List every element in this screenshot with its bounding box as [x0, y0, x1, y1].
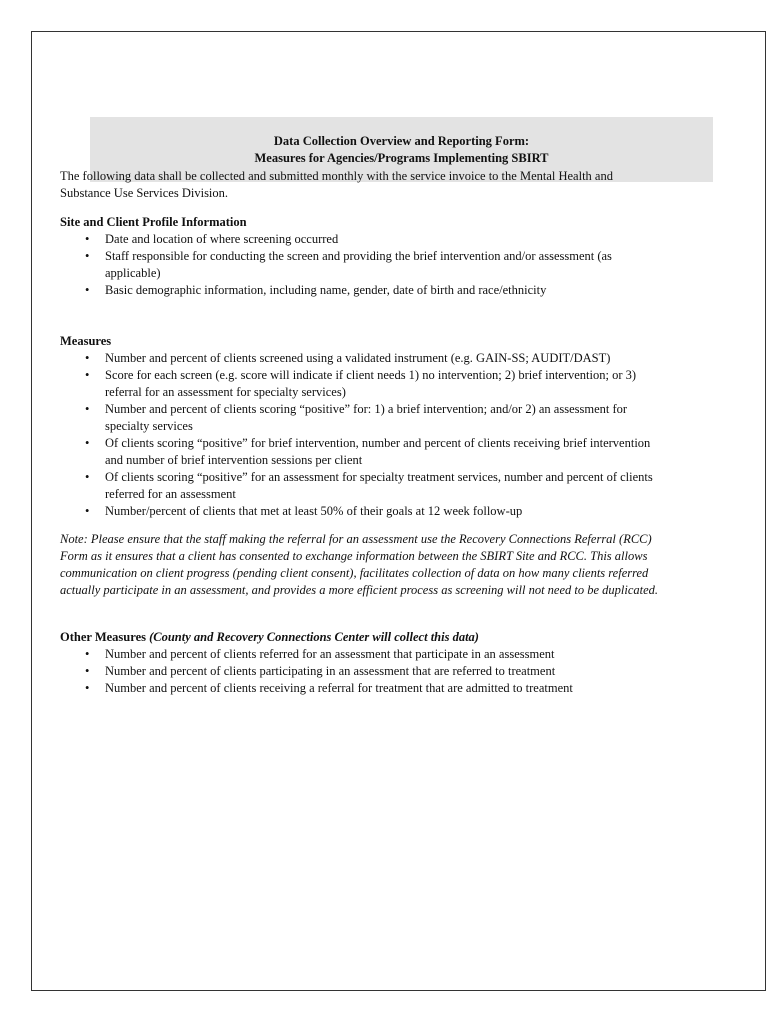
list-item: • Score for each screen (e.g. score will indicate if client needs 1) no intervention; 2) brief intervention; or 3) referral for an assessment for specialty services) [105, 367, 660, 401]
document-body [60, 168, 660, 697]
other-measures-subtitle: (County and Recovery Connections Center will collect this data) [149, 630, 479, 644]
measures-section [60, 333, 660, 520]
other-measures-list [60, 646, 660, 697]
site-client-section [60, 214, 660, 299]
site-client-list [60, 231, 660, 299]
title-line-1: Data Collection Overview and Reporting Form: [273, 133, 530, 148]
site-client-heading: Site and Client Profile Information [60, 215, 247, 229]
other-measures-heading [60, 629, 660, 646]
list-item: • Number and percent of clients referred for an assessment that participate in an assessment [105, 646, 660, 663]
title-line-2: Measures for Agencies/Programs Implementing SBIRT [254, 150, 549, 165]
list-item: • Basic demographic information, including name, gender, date of birth and race/ethnicity [105, 282, 660, 299]
list-item: • Number and percent of clients receiving a referral for treatment that are admitted to treatment [105, 680, 660, 697]
list-item: • Number and percent of clients screened using a validated instrument (e.g. GAIN-SS; AUDIT/DAST) [105, 350, 660, 367]
measures-heading: Measures [60, 334, 112, 348]
list-item: • Of clients scoring “positive” for an assessment for specialty treatment services, number and percent of clients referred for an assessment [105, 469, 660, 503]
measures-list [60, 350, 660, 520]
other-measures-title: Other Measures [60, 630, 150, 644]
intro-paragraph: The following data shall be collected and submitted monthly with the service invoice to the Mental Health and Substance Use Services Division. [60, 169, 613, 200]
list-item: • Number and percent of clients participating in an assessment that are referred to treatment [105, 663, 660, 680]
note-paragraph: Note: Please ensure that the staff making the referral for an assessment use the Recovery Connections Referral (RCC) Form as it ensures that a client has consented to exchange information between the SBIRT Site and RCC. This allows communication on client progress (pending client consent), facilitates collection of data on how many clients referred actually participate in an assessment, and provides a more efficient process as screening will not need to be duplicated. [60, 532, 659, 597]
list-item: • Number/percent of clients that met at least 50% of their goals at 12 week follow-up [105, 503, 660, 520]
list-item: • Date and location of where screening occurred [105, 231, 660, 248]
list-item: • Of clients scoring “positive” for brief intervention, number and percent of clients receiving brief intervention and number of brief intervention sessions per client [105, 435, 660, 469]
list-item: • Staff responsible for conducting the screen and providing the brief intervention and/or assessment (as applicable) [105, 248, 660, 282]
other-measures-section [60, 629, 660, 697]
list-item: • Number and percent of clients scoring “positive” for: 1) a brief intervention; and/or 2) an assessment for specialty services [105, 401, 660, 435]
